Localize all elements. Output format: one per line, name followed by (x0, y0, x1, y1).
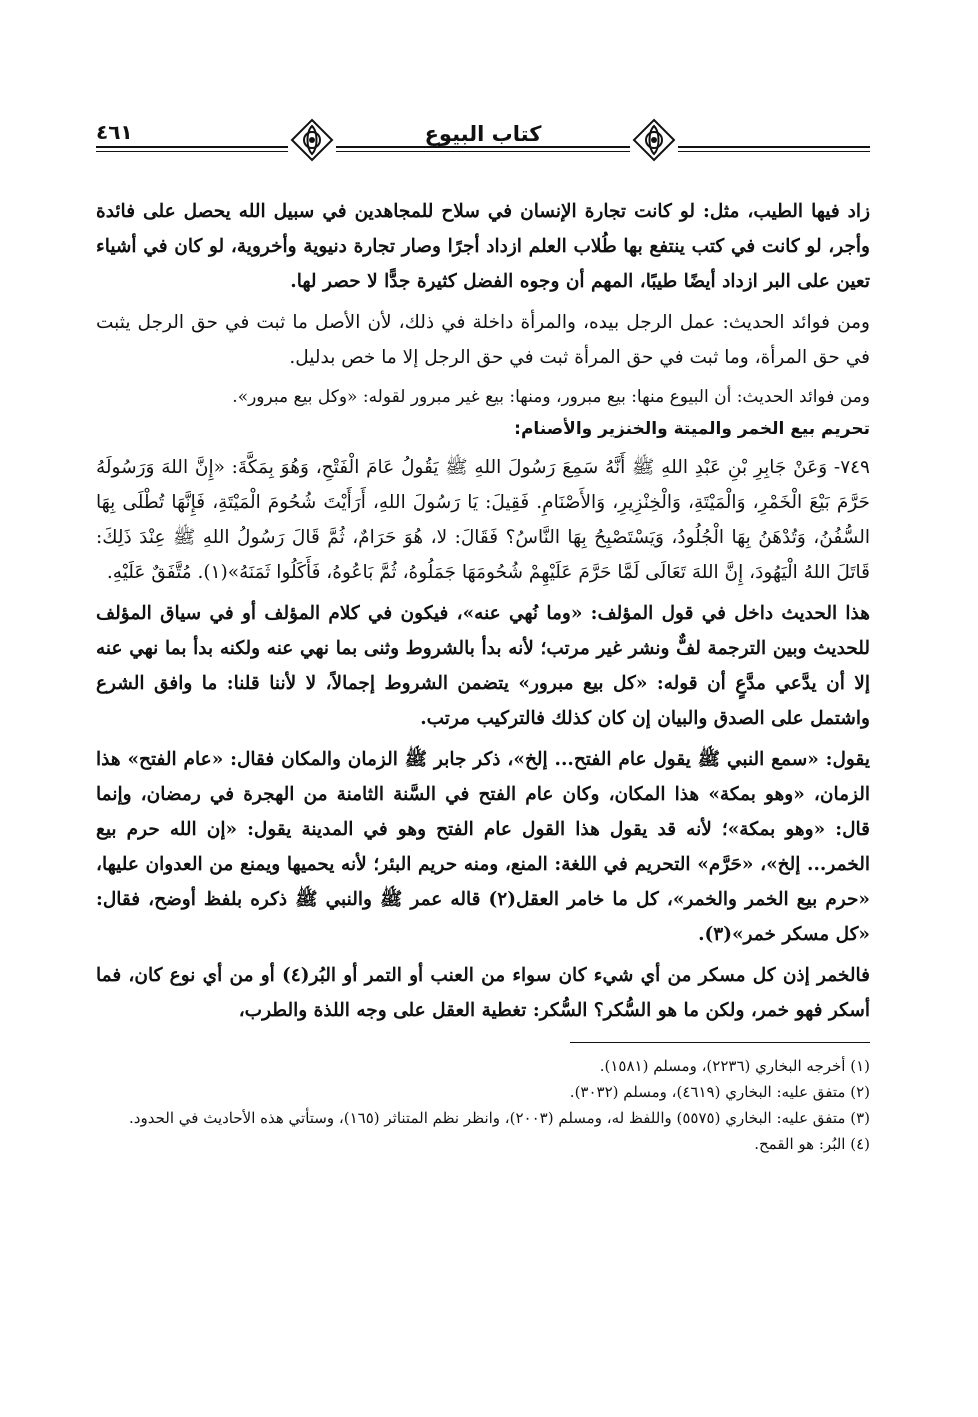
paragraph: ومن فوائد الحديث: أن البيوع منها: بيع مبرور، ومنها: بيع غير مبرور لقوله: «وكل بيع مبرور». (232, 387, 870, 407)
hadith-text: ٧٤٩- وَعَنْ جَابِرِ بْنِ عَبْدِ اللهِ ﷺ أَنَّهُ سَمِعَ رَسُولَ اللهِ ﷺ يَقُولُ عَامَ الْفَتْحِ، وَهُوَ بِمَكَّةَ: «إِنَّ اللهَ وَرَسُولَهُ حَرَّمَ بَيْعَ الْخَمْرِ، وَالْمَيْتَةِ، وَالْخِنْزِيرِ، وَالأَصْنَامِ. فَقِيلَ: يَا رَسُولَ اللهِ، أَرَأَيْتَ شُحُومَ الْمَيْتَةِ، فَإِنَّهَا تُطْلَى بِهَا السُّفُنُ، وَتُدْهَنُ بِهَا الْجُلُودُ، وَيَسْتَصْبِحُ بِهَا النَّاسُ؟ فَقَالَ: لا، هُوَ حَرَامٌ، ثُمَّ قَالَ رَسُولُ اللهِ ﷺ عِنْدَ ذَلِكَ: قَاتَلَ اللهُ الْيَهُودَ، إِنَّ اللهَ تَعَالَى لَمَّا حَرَّمَ عَلَيْهِمْ شُحُومَهَا جَمَلُوهُ، ثُمَّ بَاعُوهُ، فَأَكَلُوا ثَمَنَهُ»(١). مُتَّفَقٌ عَلَيْهِ. (96, 457, 870, 583)
ornament-icon (630, 116, 678, 164)
commentary-paragraph: فالخمر إذن كل مسكر من أي شيء كان سواء من العنب أو التمر أو البُر(٤) أو من أي نوع كان، فما أسكر فهو خمر، ولكن ما هو السُّكر؟ السُّكر: تغطية العقل على وجه اللذة والطرب، (96, 965, 870, 1021)
paragraph: ومن فوائد الحديث: عمل الرجل بيده، والمرأة داخلة في ذلك، لأن الأصل ما ثبت في حق الرجل يثبت في حق المرأة، وما ثبت في حق المرأة ثبت في حق الرجل إلا ما خص بدليل. (96, 312, 870, 368)
footnote: (٣) متفق عليه: البخاري (٥٥٧٥) واللفظ له، ومسلم (٢٠٠٣)، وانظر نظم المتناثر (١٦٥)، وستأتي هذه الأحاديث في الحدود. (129, 1109, 870, 1127)
footnote: (٤) البُر: هو القمح. (754, 1135, 870, 1153)
book-page (96, 108, 870, 1157)
ornament-icon (288, 116, 336, 164)
paragraph: زاد فيها الطيب، مثل: لو كانت تجارة الإنسان في سلاح للمجاهدين في سبيل الله يحصل على فائدة وأجر، لو كانت في كتب ينتفع بها طُلاب العلم ازداد أجرًا وصار تجارة دنيوية وأخروية، لو كان في أشياء تعين على البر ازداد أيضًا طيبًا، المهم أن وجوه الفضل كثيرة جدًّا لا حصر لها. (96, 201, 870, 292)
footnote: (١) أخرجه البخاري (٢٢٣٦)، ومسلم (١٥٨١). (599, 1057, 870, 1075)
footnote: (٢) متفق عليه: البخاري (٤٦١٩)، ومسلم (٣٠٣٢). (569, 1083, 870, 1101)
section-heading: تحريم بيع الخمر والميتة والخنزير والأصنام: (514, 419, 870, 439)
commentary-paragraph: يقول: «سمع النبي ﷺ يقول عام الفتح... إلخ»، ذكر جابر ﷺ الزمان والمكان فقال: «عام الفتح» هذا الزمان، «وهو بمكة» هذا المكان، وكان عام الفتح في السَّنة الثامنة من الهجرة في رمضان، وإنما قال: «وهو بمكة»؛ لأنه قد يقول هذا القول عام الفتح وهو في المدينة يقول: «إن الله حرم بيع الخمر... إلخ»، «حَرَّم» التحريم في اللغة: المنع، ومنه حريم البئر؛ لأنه يحميها ويمنع من العدوان عليها، «حرم بيع الخمر والخمر»، كل ما خامر العقل(٢) قاله عمر ﷺ والنبي ﷺ ذكره بلفظ أوضح، فقال: «كل مسكر خمر»(٣). (96, 749, 870, 945)
header-rule (96, 146, 870, 152)
chapter-title: كتاب البيوع (411, 122, 556, 146)
footnote-divider (570, 1042, 870, 1043)
page-header (96, 108, 870, 194)
page-number: ٤٦١ (96, 120, 139, 144)
commentary-paragraph: هذا الحديث داخل في قول المؤلف: «وما نُهي عنه»، فيكون في كلام المؤلف أو في سياق المؤلف للحديث وبين الترجمة لفٌّ ونشر غير مرتب؛ لأنه بدأ بالشروط وثنى بما نهي عنه ولكنه بدأ بما نهي عنه إلا أن يدَّعي مدَّعٍ أن قوله: «كل بيع مبرور» يتضمن الشروط إجمالاً، لا لأننا قلنا: ما وافق الشرع واشتمل على الصدق والبيان إن كان كذلك فالتركيب مرتب. (96, 603, 870, 729)
